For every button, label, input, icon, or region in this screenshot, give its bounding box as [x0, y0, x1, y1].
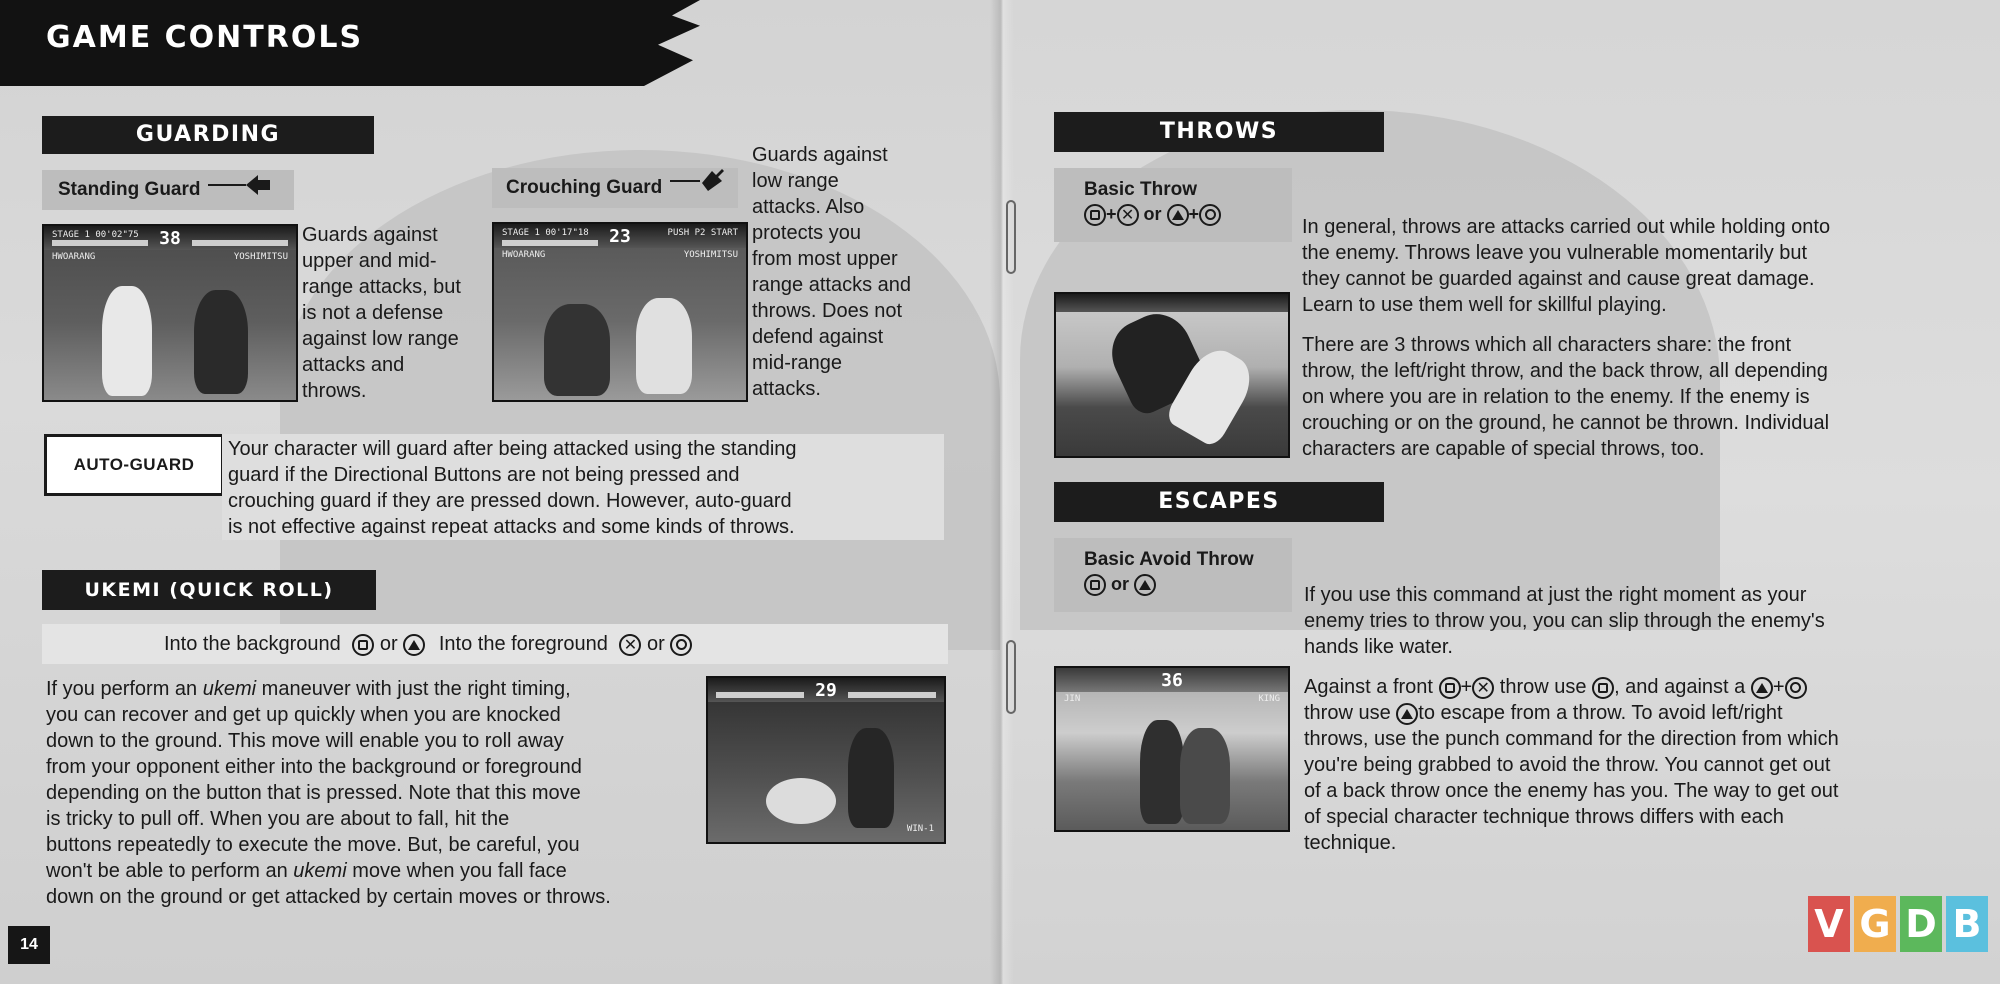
square-button-icon — [1084, 204, 1106, 226]
triangle-button-icon — [1751, 677, 1773, 699]
player2-name: YOSHIMITSU — [683, 250, 738, 260]
watermark-letter: V — [1808, 896, 1850, 952]
basic-avoid-throw-screenshot — [1054, 666, 1290, 832]
triangle-button-icon — [1396, 703, 1418, 725]
life-bar-p2 — [848, 692, 936, 698]
hud-timer: 36 — [1161, 670, 1183, 691]
cross-button-icon: ✕ — [1117, 204, 1139, 226]
text-line: buttons repeatedly to execute the move. But, be careful, you — [46, 834, 580, 856]
staple — [1006, 640, 1016, 714]
basic-throw-label-box — [1054, 168, 1292, 242]
text-line: from your opponent either into the background or foreground — [46, 756, 582, 778]
player1-name: HWOARANG — [502, 250, 546, 260]
hud-stage-text: STAGE 1 00'02"75 — [52, 230, 139, 240]
ukemi-section-bar — [42, 570, 376, 610]
fighter-figure — [1140, 720, 1184, 824]
player2-name: YOSHIMITSU — [233, 252, 288, 262]
hud-push-start: PUSH P2 START — [667, 228, 738, 238]
player1-name: HWOARANG — [52, 252, 96, 262]
hud — [1056, 294, 1288, 312]
throws-section-bar — [1054, 112, 1384, 152]
square-button-icon — [1592, 677, 1614, 699]
crouching-guard-label-box — [492, 168, 738, 208]
player1-name: JIN — [1064, 694, 1081, 704]
down-left-arrow-icon — [670, 168, 724, 208]
text-line: down to the ground. This move will enable you to roll away — [46, 730, 564, 752]
crouching-guard-description: Guards against low range attacks. Also protects you from most upper range attacks and throws. Does not defend against mid-range attacks. — [752, 144, 911, 400]
basic-throw-label: Basic Throw — [1084, 179, 1197, 200]
life-bar-p1 — [502, 240, 598, 246]
ukemi-title: UKEMI (QUICK ROLL) — [84, 579, 334, 601]
escapes-title: ESCAPES — [1158, 489, 1280, 514]
player2-name: KING — [1258, 694, 1280, 704]
basic-throw-command: + ✕ or + — [1084, 202, 1292, 226]
fighter-figure — [636, 298, 692, 394]
guarding-section-bar — [42, 116, 374, 154]
life-bar-p2 — [192, 240, 288, 246]
basic-avoid-throw-label: Basic Avoid Throw — [1084, 549, 1254, 570]
watermark-letter: B — [1946, 896, 1988, 952]
basic-avoid-throw-command: or — [1084, 572, 1292, 596]
escapes-paragraph-1: If you use this command at just the right moment as your enemy tries to throw you, you can slip through the enemy's hands like water. — [1304, 584, 1825, 658]
staple — [1006, 200, 1016, 274]
standing-guard-label-box — [42, 170, 294, 210]
hud-timer: 23 — [609, 226, 631, 247]
triangle-button-icon — [1134, 574, 1156, 596]
fighter-figure — [102, 286, 152, 396]
standing-guard-screenshot — [42, 224, 298, 402]
text-line: throw use to escape from a throw. To avoid left/right — [1304, 702, 1783, 724]
fighter-figure — [1180, 728, 1230, 824]
text-line: won't be able to perform an ukemi move when you fall face — [46, 860, 567, 882]
throws-paragraph-2: There are 3 throws which all characters share: the front throw, the left/right throw, and the back throw, all depending on where you are in relation to the enemy. If the enemy is crouching or on the ground, he cannot be thrown. Individual characters are capable of special throws, too. — [1302, 334, 1830, 460]
text-line: depending on the button that is pressed. Note that this move — [46, 782, 581, 804]
guarding-title: GUARDING — [135, 122, 281, 147]
text-line: down on the ground or get attacked by certain moves or throws. — [46, 886, 611, 908]
auto-guard-label: AUTO-GUARD — [44, 434, 224, 496]
hud-stage-text: STAGE 1 00'17"18 — [502, 228, 589, 238]
circle-button-icon — [1785, 677, 1807, 699]
triangle-button-icon — [1167, 204, 1189, 226]
win-counter: WIN-1 — [906, 824, 934, 834]
watermark-letter: G — [1854, 896, 1896, 952]
throws-paragraph-1: In general, throws are attacks carried out while holding onto the enemy. Throws leave you vulnerable momentarily but they cannot be guarded against and cause great damage. Learn to use them well for skillful playing. — [1302, 216, 1831, 316]
right-page — [1000, 0, 2000, 984]
life-bar-p1 — [52, 240, 148, 246]
left-arrow-icon — [208, 170, 270, 210]
text-line: you can recover and get up quickly when you are knocked — [46, 704, 561, 726]
fighter-figure — [194, 290, 248, 394]
escapes-section-bar — [1054, 482, 1384, 522]
crouching-guard-label: Crouching Guard — [506, 177, 663, 199]
standing-guard-label: Standing Guard — [58, 179, 201, 201]
text-line: Against a front + ✕ throw use , and against a + — [1304, 674, 1839, 700]
circle-button-icon — [1199, 204, 1221, 226]
watermark-letter: D — [1900, 896, 1942, 952]
basic-avoid-throw-label-box — [1054, 538, 1292, 612]
fighter-figure — [766, 778, 836, 824]
auto-guard-description: Your character will guard after being attacked using the standing guard if the Directional Buttons are not being pressed and crouching guard if they are pressed down. However, auto-guard is not effective against repeat attacks and some kinds of throws. — [228, 438, 797, 538]
square-button-icon — [1084, 574, 1106, 596]
fighter-figure — [544, 304, 610, 396]
book-spine — [990, 0, 1014, 984]
text-line: is tricky to pull off. When you are about to fall, hit the — [46, 808, 510, 830]
basic-throw-screenshot — [1054, 292, 1290, 458]
fighter-figure — [848, 728, 894, 828]
square-button-icon — [1439, 677, 1461, 699]
cross-button-icon: ✕ — [619, 634, 641, 656]
square-button-icon — [352, 634, 374, 656]
page-number: 14 — [8, 926, 50, 964]
circle-button-icon — [670, 634, 692, 656]
page-title: GAME CONTROLS — [46, 20, 364, 55]
text-line: If you perform an ukemi maneuver with just the right timing, — [46, 678, 571, 700]
hud-timer: 38 — [159, 228, 181, 249]
ukemi-screenshot — [706, 676, 946, 844]
escapes-paragraph-2: Against a front + ✕ throw use , and against a + throw use to escape from a throw. To avoid left/right throws, use the punch command for the direction from which you're being grabbed to avoid the throw. You cannot get out of a back throw once the enemy has you. The way to get out of special character technique throws differs with each technique. — [1304, 676, 1839, 854]
triangle-button-icon — [403, 634, 425, 656]
ukemi-description — [46, 676, 611, 910]
throws-title: THROWS — [1159, 119, 1279, 144]
vgdb-watermark — [1808, 896, 1988, 952]
cross-button-icon: ✕ — [1472, 677, 1494, 699]
standing-guard-description: Guards against upper and mid- range attacks, but is not a defense against low range attacks and throws. — [302, 224, 461, 402]
ukemi-command-line: Into the background or Into the foreground ✕ or — [164, 631, 692, 657]
hud-timer: 29 — [815, 680, 837, 701]
crouching-guard-screenshot — [492, 222, 748, 402]
life-bar-p1 — [716, 692, 804, 698]
